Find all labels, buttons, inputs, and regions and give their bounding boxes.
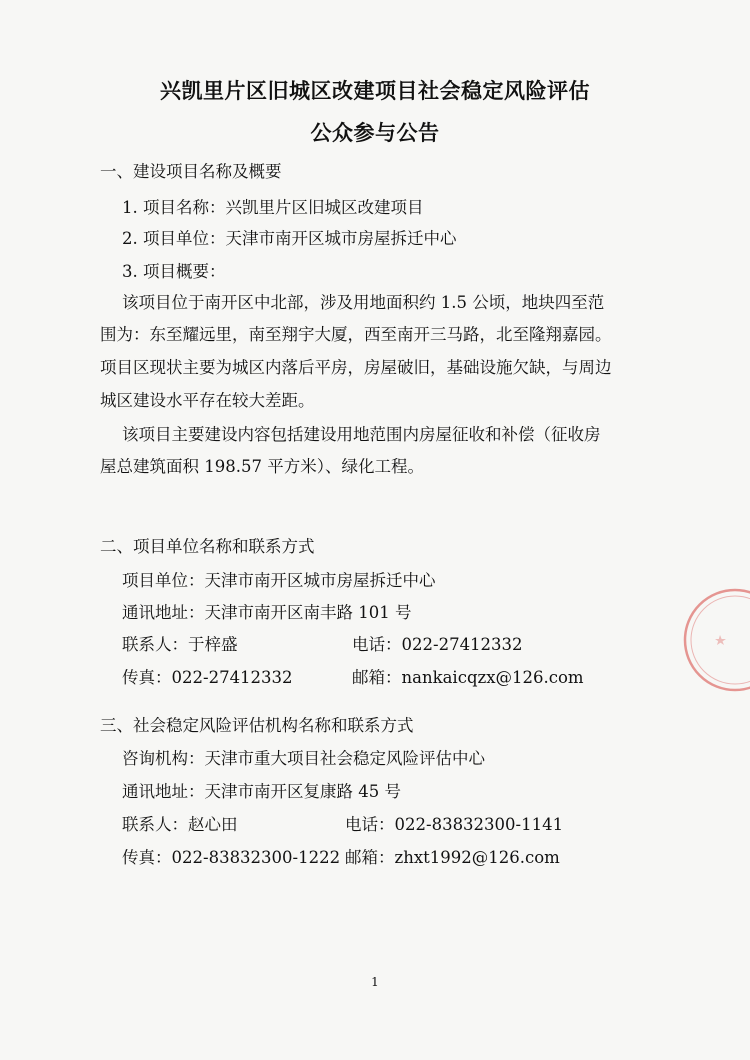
overview-line: 项目区现状主要为城区内落后平房，房屋破旧，基础设施欠缺，与周边 bbox=[100, 358, 612, 377]
content-line: 该项目主要建设内容包括建设用地范围内房屋征收和补偿（征收房 bbox=[122, 425, 601, 444]
section2-heading: 二、项目单位名称和联系方式 bbox=[100, 537, 315, 556]
address-line: 通讯地址：天津市南开区南丰路 101 号 bbox=[122, 603, 412, 622]
fax-line: 传真：022-27412332 bbox=[122, 668, 293, 687]
official-seal-icon bbox=[680, 585, 750, 695]
email-line: 邮箱：zhxt1992@126.com bbox=[345, 848, 560, 867]
unit-line: 项目单位：天津市南开区城市房屋拆迁中心 bbox=[122, 571, 436, 590]
overview-line: 城区建设水平存在较大差距。 bbox=[100, 391, 315, 410]
address-line: 通讯地址：天津市南开区复康路 45 号 bbox=[122, 782, 401, 801]
phone-line: 电话：022-27412332 bbox=[352, 635, 523, 654]
project-unit: 2. 项目单位：天津市南开区城市房屋拆迁中心 bbox=[122, 229, 457, 248]
overview-line: 围为：东至耀远里，南至翔宇大厦，西至南开三马路，北至隆翔嘉园。 bbox=[100, 325, 612, 344]
section1-heading: 一、建设项目名称及概要 bbox=[100, 162, 282, 181]
document-title: 兴凯里片区旧城区改建项目社会稳定风险评估 bbox=[160, 79, 590, 103]
project-overview-label: 3. 项目概要： bbox=[122, 262, 226, 281]
document-subtitle: 公众参与公告 bbox=[310, 121, 440, 145]
phone-line: 电话：022-83832300-1141 bbox=[345, 815, 564, 834]
page-number: 1 bbox=[371, 975, 379, 989]
email-line: 邮箱：nankaicqzx@126.com bbox=[352, 668, 584, 687]
contact-person: 联系人：赵心田 bbox=[122, 815, 238, 834]
agency-line: 咨询机构：天津市重大项目社会稳定风险评估中心 bbox=[122, 749, 485, 768]
section3-heading: 三、社会稳定风险评估机构名称和联系方式 bbox=[100, 716, 414, 735]
content-line: 屋总建筑面积 198.57 平方米）、绿化工程。 bbox=[100, 457, 424, 476]
overview-line: 该项目位于南开区中北部，涉及用地面积约 1.5 公顷，地块四至范 bbox=[122, 293, 605, 312]
contact-person: 联系人：于梓盛 bbox=[122, 635, 238, 654]
project-name: 1. 项目名称：兴凯里片区旧城区改建项目 bbox=[122, 198, 424, 217]
fax-line: 传真：022-83832300-1222 bbox=[122, 848, 341, 867]
